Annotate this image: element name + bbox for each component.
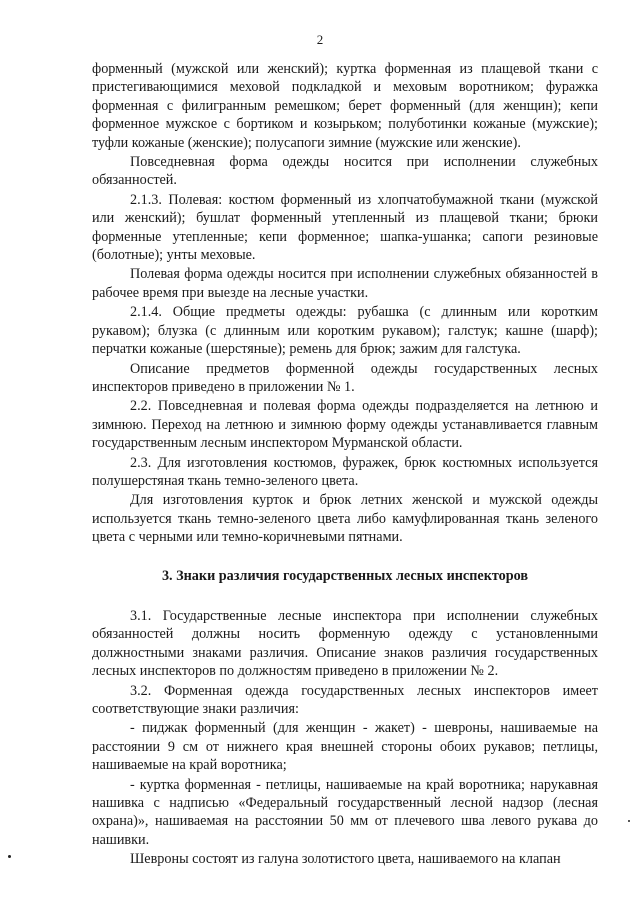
paragraph-3: 2.1.3. Полевая: костюм форменный из хлопчатобумажной ткани (мужской или женский); бушлат форменный утепленный из плащевой ткани; брюки форменные утепленные; кепи форменное; шапка-ушанка; сапоги резиновые (болотные); унты меховые. bbox=[92, 191, 598, 264]
paragraph-12: - пиджак форменный (для женщин - жакет) - шевроны, нашиваемые на расстоянии 9 см от нижнего края внешней стороны обоих рукавов; петлицы, нашиваемые на край воротника; bbox=[92, 720, 598, 774]
paragraph-1: форменный (мужской или женский); куртка форменная из плащевой ткани с пристегивающимися меховой подкладкой и меховым воротником; фуражка форменная с филигранным ремешком; берет форменный (для женщин); кепи форменное мужское с бортиком и козырьком; полуботинки кожаные (мужские); туфли кожаные (женские); полусапоги зимние (мужские или женские). bbox=[92, 61, 598, 151]
page-number: 2 bbox=[316, 32, 324, 47]
paragraph-7: 2.2. Повседневная и полевая форма одежды подразделяется на летнюю и зимнюю. Переход на летнюю и зимнюю форму одежды устанавливается главным государственным лесным инспектором Мурманской области. bbox=[92, 398, 598, 452]
paragraph-5: 2.1.4. Общие предметы одежды: рубашка (с длинным или коротким рукавом); блузка (с длинным или коротким рукавом); галстук; кашне (шарф); перчатки кожаные (шерстяные); ремень для брюк; зажим для галстука. bbox=[92, 304, 598, 358]
scan-speck bbox=[8, 855, 11, 858]
paragraph-10: 3.1. Государственные лесные инспектора при исполнении служебных обязанностей должны носить форменную одежду с установленными должностными знаками различия. Описание знаков различия государственных лесных инспекторов по должностям приведено в приложении № 2. bbox=[92, 607, 598, 680]
paragraph-9: Для изготовления курток и брюк летних женской и мужской одежды используется ткань темно-зеленого цвета либо камуфлированная ткань зеленого цвета с черными или темно-коричневыми пятнами. bbox=[92, 492, 598, 546]
paragraph-4: Полевая форма одежды носится при исполнении служебных обязанностей в рабочее время при выезде на лесные участки. bbox=[92, 266, 598, 301]
section-heading: 3. Знаки различия государственных лесных инспекторов bbox=[161, 567, 529, 584]
paragraph-11: 3.2. Форменная одежда государственных лесных инспекторов имеет соответствующие знаки различия: bbox=[92, 682, 598, 717]
document-body bbox=[92, 60, 598, 869]
paragraph-2: Повседневная форма одежды носится при исполнении служебных обязанностей. bbox=[92, 154, 598, 189]
paragraph-6: Описание предметов форменной одежды государственных лесных инспекторов приведено в приложении № 1. bbox=[92, 360, 598, 395]
paragraph-14: Шевроны состоят из галуна золотистого цвета, нашиваемого на клапан bbox=[130, 851, 561, 868]
paragraph-13: - куртка форменная - петлицы, нашиваемые на край воротника; нарукавная нашивка с надписью «Федеральный государственный лесной надзор (лесная охрана)», нашиваемая на расстоянии 50 мм от плечевого шва левого рукава до нашивки. bbox=[92, 776, 598, 848]
paragraph-8: 2.3. Для изготовления костюмов, фуражек, брюк костюмных используется полушерстяная ткань темно-зеленого цвета. bbox=[92, 454, 598, 489]
scan-speck bbox=[628, 820, 630, 822]
